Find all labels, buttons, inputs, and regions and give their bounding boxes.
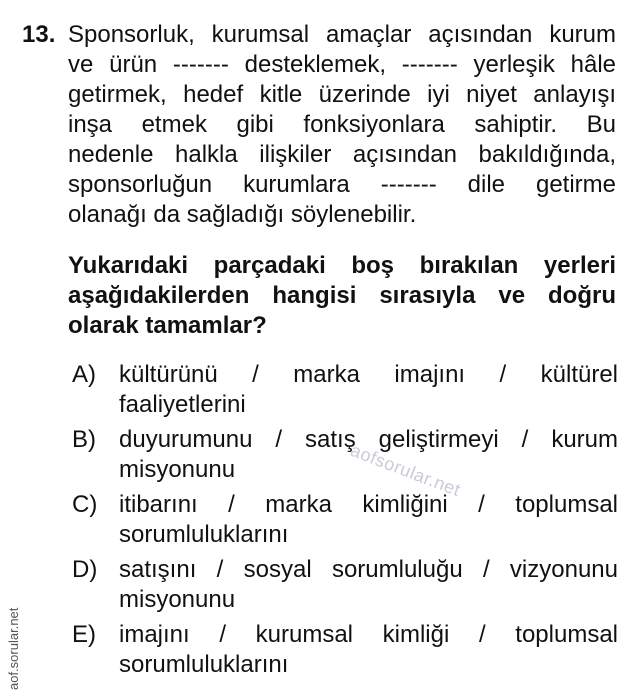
passage-line: ve ürün ------- desteklemek, ------- yerleşik hâle [68,51,616,78]
option-line: sorumluluklarını [119,651,289,678]
option-a[interactable] [72,360,618,425]
question-prompt [68,251,616,341]
option-line: itibarını / marka kimliğini / toplumsal [119,491,618,518]
option-letter: C) [72,491,98,518]
option-line: sorumluluklarını [119,521,289,548]
passage-line: olanağı da sağladığı söylenebilir. [68,201,417,228]
option-letter: A) [72,361,96,388]
prompt-line: olarak tamamlar? [68,312,267,339]
option-line: kültürünü / marka imajını / kültürel [119,361,618,388]
passage-line: inşa etmek gibi fonksiyonlara sahiptir. Bu [68,111,616,138]
passage-line: sponsorluğun kurumlara ------- dile getirme [68,171,616,198]
option-letter: E) [72,621,96,648]
option-line: imajını / kurumsal kimliği / toplumsal [119,621,618,648]
question-passage [68,20,616,230]
question-number: 13. [22,21,56,48]
option-line: duyurumunu / satış geliştirmeyi / kurum [119,426,618,453]
option-text [119,620,618,680]
answer-options [72,360,618,685]
option-b[interactable] [72,425,618,490]
option-line: faaliyetlerini [119,391,246,418]
option-line: satışını / sosyal sorumluluğu / vizyonunu [119,556,618,583]
passage-line: nedenle halkla ilişkiler açısından bakıldığında, [68,141,616,168]
option-line: misyonunu [119,456,236,483]
passage-line: Sponsorluk, kurumsal amaçlar açısından kurum [68,21,616,48]
option-text [119,360,618,420]
prompt-line: aşağıdakilerden hangisi sırasıyla ve doğru [68,282,616,309]
watermark: aofsorular.net [347,440,464,501]
prompt-line: Yukarıdaki parçadaki boş bırakılan yerleri [68,252,616,279]
option-d[interactable] [72,555,618,620]
option-letter: D) [72,556,98,583]
option-text [119,555,618,615]
option-c[interactable] [72,490,618,555]
side-watermark: aof.sorular.net [6,607,21,690]
option-line: misyonunu [119,586,236,613]
option-text [119,490,618,550]
passage-line: getirmek, hedef kitle üzerinde iyi niyet anlayışı [68,81,616,108]
option-e[interactable] [72,620,618,685]
option-letter: B) [72,426,96,453]
